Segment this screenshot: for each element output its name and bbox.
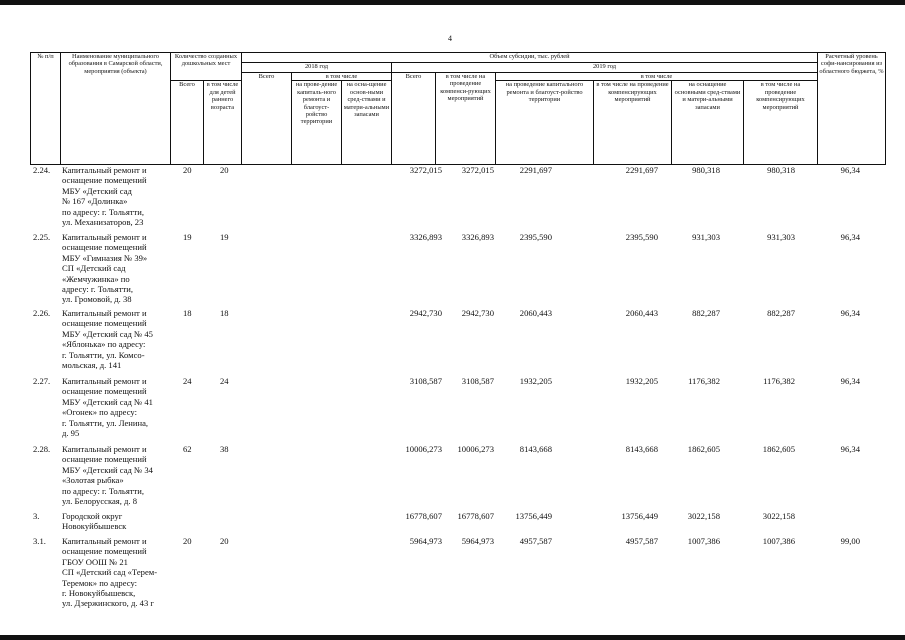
header-repair-2018: на прове-дение капиталь-ного ремонта и благоуст-ройство территории	[292, 81, 342, 165]
page-number: 4	[448, 34, 452, 43]
row-total-2019: 16778,607	[405, 511, 442, 521]
header-total: Всего	[171, 81, 204, 165]
header-places: Количество созданных дошкольных мест	[171, 53, 242, 81]
row-equip-comp-2019: 882,287	[767, 308, 795, 318]
row-name: Капитальный ремонт и оснащение помещений МБУ «Детский сад № 167 «Долинка» по адресу: г. Тольятти, ул. Механизаторов, 23	[62, 165, 147, 228]
row-equip-2019: 1862,605	[687, 444, 720, 454]
row-number: 2.27.	[33, 376, 51, 386]
row-repair-2019: 2395,590	[519, 232, 552, 242]
row-number: 2.26.	[33, 308, 51, 318]
header-rate: Расчетный уровень софи-нансирования из областного бюджета, %	[818, 53, 886, 165]
row-places: 19	[183, 232, 192, 242]
row-rate: 96,34	[840, 232, 860, 242]
header-equip-2019: на оснащение основными сред-ствами и матери-альными запасами	[672, 81, 744, 165]
row-equip-comp-2019: 1007,386	[762, 536, 795, 546]
row-total-2019: 3108,587	[409, 376, 442, 386]
header-year-2018: 2018 год	[242, 63, 392, 73]
row-name: Капитальный ремонт и оснащение помещений ГБОУ ООШ № 21 СП «Детский сад «Терем- Теремок» по адресу: г. Новокуйбышевск, ул. Дзержинского, д. 43 г	[62, 536, 158, 609]
row-rate: 96,34	[840, 165, 860, 175]
row-equip-2019: 1176,382	[688, 376, 720, 386]
table-header	[30, 52, 886, 165]
row-repair-2019: 13756,449	[515, 511, 552, 521]
row-early: 19	[220, 232, 229, 242]
row-repair-comp-2019: 1932,205	[625, 376, 658, 386]
row-total-2019: 2942,730	[409, 308, 442, 318]
row-comp-2019: 3272,015	[461, 165, 494, 175]
row-equip-2019: 882,287	[692, 308, 720, 318]
header-subsidy: Объем субсидии, тыс. рублей	[242, 53, 818, 63]
header-incl-2019: в том числе	[496, 73, 818, 81]
row-equip-comp-2019: 980,318	[767, 165, 795, 175]
row-equip-comp-2019: 1862,605	[762, 444, 795, 454]
row-name: Капитальный ремонт и оснащение помещений МБУ «Детский сад № 34 «Золотая рыбка» по адресу: г. Тольятти, ул. Белорусская, д. 8	[62, 444, 153, 507]
row-number: 3.1.	[33, 536, 46, 546]
bottom-border	[0, 635, 905, 640]
row-early: 20	[220, 165, 229, 175]
row-rate: 96,34	[840, 376, 860, 386]
row-repair-2019: 2291,697	[519, 165, 552, 175]
row-early: 38	[220, 444, 229, 454]
row-comp-2019: 3326,893	[461, 232, 494, 242]
row-equip-2019: 3022,158	[687, 511, 720, 521]
row-repair-2019: 8143,668	[519, 444, 552, 454]
row-repair-2019: 2060,443	[519, 308, 552, 318]
row-repair-2019: 1932,205	[519, 376, 552, 386]
row-number: 2.25.	[33, 232, 51, 242]
row-equip-comp-2019: 931,303	[767, 232, 795, 242]
row-name: Городской округ Новокуйбышевск	[62, 511, 127, 532]
row-repair-comp-2019: 2395,590	[625, 232, 658, 242]
row-total-2019: 3272,015	[409, 165, 442, 175]
row-repair-comp-2019: 2291,697	[625, 165, 658, 175]
row-early: 20	[220, 536, 229, 546]
row-equip-2019: 980,318	[692, 165, 720, 175]
row-places: 24	[183, 376, 192, 386]
row-number: 2.24.	[33, 165, 51, 175]
row-comp-2019: 5964,973	[461, 536, 494, 546]
top-border	[0, 0, 905, 5]
header-incl-2018: в том числе	[292, 73, 392, 81]
row-equip-comp-2019: 1176,382	[763, 376, 795, 386]
row-number: 2.28.	[33, 444, 51, 454]
row-rate: 99,00	[840, 536, 860, 546]
header-name: Наименование муниципального образования в Самарской области, мероприятия (объекта)	[61, 53, 171, 165]
row-repair-comp-2019: 4957,587	[625, 536, 658, 546]
row-early: 24	[220, 376, 229, 386]
row-repair-comp-2019: 13756,449	[621, 511, 658, 521]
header-comp-2019: в том числе на проведение компенси-рующих мероприятий	[436, 73, 496, 165]
row-number: 3.	[33, 511, 40, 521]
row-name: Капитальный ремонт и оснащение помещений МБУ «Детский сад № 41 «Огонек» по адресу: г. Тольятти, ул. Ленина, д. 95	[62, 376, 153, 439]
row-total-2019: 10006,273	[405, 444, 442, 454]
header-year-2019: 2019 год	[392, 63, 818, 73]
row-places: 20	[183, 165, 192, 175]
row-comp-2019: 3108,587	[461, 376, 494, 386]
row-equip-2019: 931,303	[692, 232, 720, 242]
header-equip-2018: на осна-щение основ-ными сред-ствами и матери-альными запасами	[342, 81, 392, 165]
row-places: 20	[183, 536, 192, 546]
row-places: 62	[183, 444, 192, 454]
row-rate: 96,34	[840, 444, 860, 454]
table-body	[30, 165, 885, 625]
header-equip-comp-2019: в том числе на проведение компенсирующих мероприятий	[744, 81, 818, 165]
row-total-2019: 3326,893	[409, 232, 442, 242]
header-incl-early: в том числе для детей раннего возраста	[204, 81, 242, 165]
row-repair-comp-2019: 2060,443	[625, 308, 658, 318]
header-repair-comp-2019: в том числе на проведение компенсирующих мероприятий	[594, 81, 672, 165]
row-comp-2019: 2942,730	[461, 308, 494, 318]
header-num: № п/п	[31, 53, 61, 165]
header-repair-2019: на проведение капитального ремонта и благоуст-ройство территории	[496, 81, 594, 165]
header-total-2018: Всего	[242, 73, 292, 165]
row-name: Капитальный ремонт и оснащение помещений МБУ «Гимназия № 39» СП «Детский сад «Жемчужинка» по адресу: г. Тольятти, ул. Громовой, д. 38	[62, 232, 148, 305]
row-equip-2019: 1007,386	[687, 536, 720, 546]
row-name: Капитальный ремонт и оснащение помещений МБУ «Детский сад № 45 «Яблонька» по адресу: г. Тольятти, ул. Комсо- мольская, д. 141	[62, 308, 153, 371]
row-repair-comp-2019: 8143,668	[625, 444, 658, 454]
row-early: 18	[220, 308, 229, 318]
header-total-2019: Всего	[392, 73, 436, 165]
row-comp-2019: 10006,273	[457, 444, 494, 454]
row-places: 18	[183, 308, 192, 318]
row-repair-2019: 4957,587	[519, 536, 552, 546]
row-equip-comp-2019: 3022,158	[762, 511, 795, 521]
row-comp-2019: 16778,607	[457, 511, 494, 521]
row-rate: 96,34	[840, 308, 860, 318]
row-total-2019: 5964,973	[409, 536, 442, 546]
